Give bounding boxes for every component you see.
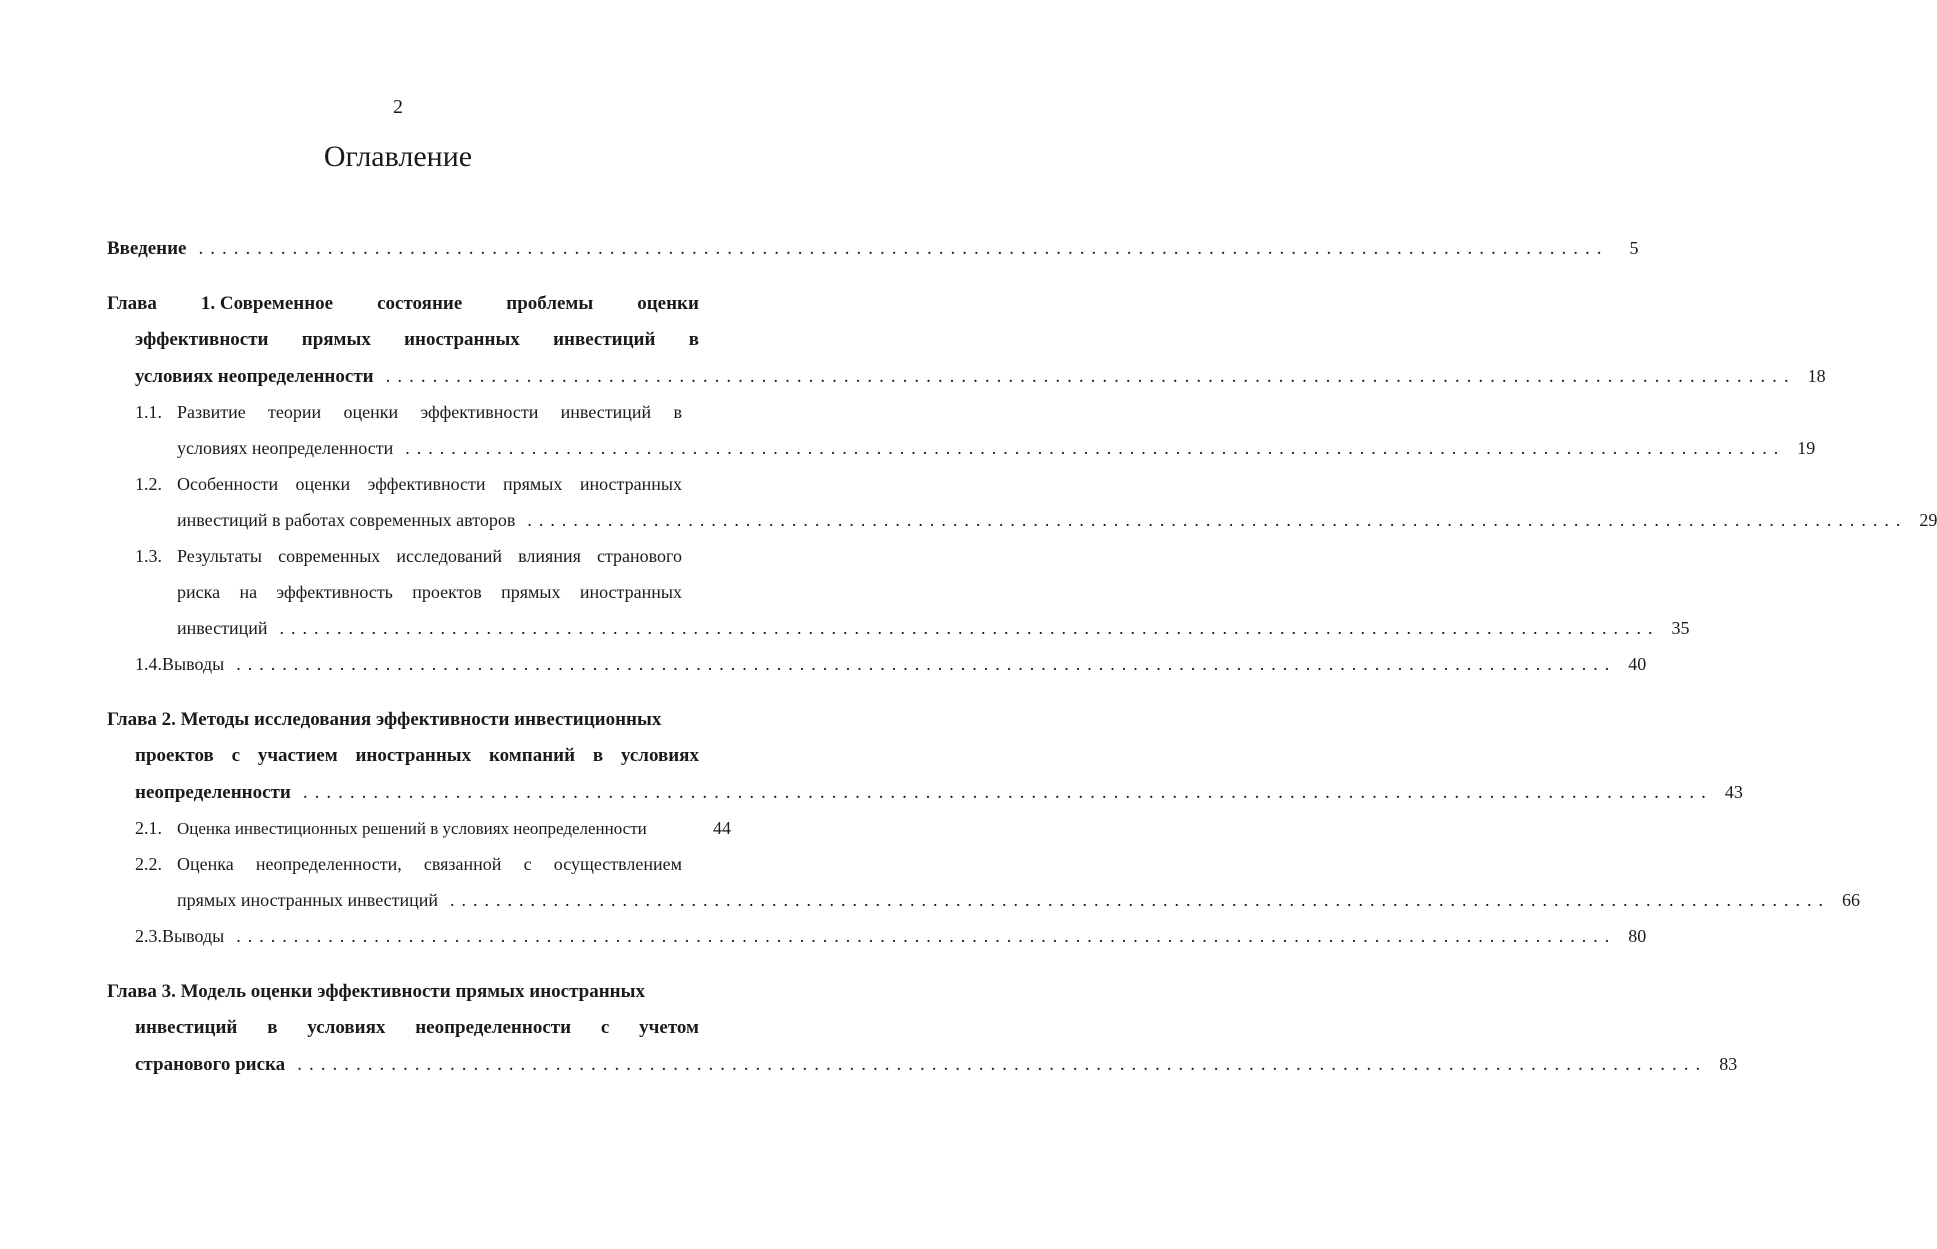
- word: в: [267, 1017, 278, 1038]
- entry-label: Выводы: [162, 926, 225, 946]
- entry-page: 40: [1628, 654, 1647, 674]
- toc-entry-1-2-line-1[interactable]: [135, 469, 682, 499]
- word: компаний: [488, 745, 576, 766]
- entry-label: Введение: [107, 238, 187, 259]
- entry-page: 29: [1919, 510, 1937, 530]
- word: современных: [278, 546, 381, 566]
- toc-entry-chapter-3-line-2[interactable]: [135, 1013, 699, 1043]
- toc-entry-1-3-line-2[interactable]: [177, 577, 682, 607]
- toc-entry-2-1[interactable]: [135, 813, 731, 843]
- word: с: [523, 854, 532, 874]
- entry-page: 44: [713, 818, 731, 838]
- word: Развитие: [177, 402, 246, 422]
- toc-entry-1-3-line-1[interactable]: [135, 541, 682, 571]
- entry-label: условиях неопределенности: [177, 438, 394, 458]
- dot-leader: ........................................................................................................................: [527, 510, 1908, 530]
- word: связанной: [423, 854, 502, 874]
- entry-page: 43: [1724, 782, 1743, 802]
- word: оценки: [343, 402, 399, 422]
- dot-leader: ........................................................................................................................: [385, 366, 1796, 387]
- word: проектов: [412, 582, 482, 602]
- entry-label: Оценка инвестиционных решений в условиях неопределенности: [177, 819, 647, 838]
- dot-leader: ........................................................................................................................: [198, 238, 1609, 259]
- word: условиях: [620, 745, 699, 766]
- word: участием: [257, 745, 338, 766]
- word: состояние: [377, 293, 463, 314]
- toc-entry-1-2-line-2[interactable]: [177, 505, 1937, 535]
- section-number: 1.3.: [135, 546, 162, 566]
- word: прямых: [301, 329, 371, 350]
- entry-label: странового риска: [135, 1054, 286, 1075]
- entry-label: Глава 2. Методы исследования эффективности инвестиционных: [107, 709, 662, 730]
- entry-page: 19: [1797, 438, 1816, 458]
- section-number: 1.4.: [135, 654, 162, 674]
- word: оценки: [295, 474, 351, 494]
- toc-entry-2-3[interactable]: [135, 921, 1647, 951]
- toc-entry-1-1-line-1[interactable]: [135, 397, 682, 427]
- toc-entry-chapter-2-line-3[interactable]: [135, 777, 1743, 807]
- section-number: 1.2.: [135, 474, 162, 494]
- toc-entry-2-2-line-2[interactable]: [177, 885, 1861, 915]
- word: с: [231, 745, 241, 766]
- word: эффективности: [367, 474, 486, 494]
- word: инвестиций: [553, 329, 656, 350]
- entry-label: Выводы: [162, 654, 225, 674]
- word: эффективности: [420, 402, 539, 422]
- dot-leader: ........................................................................................................................: [236, 654, 1617, 674]
- entry-label: неопределенности: [135, 782, 291, 803]
- word: условиях: [307, 1017, 386, 1038]
- word: иностранных: [355, 745, 472, 766]
- section-number: 1.1.: [135, 402, 162, 422]
- toc-title: Оглавление: [323, 140, 473, 173]
- word: в: [592, 745, 604, 766]
- word: влияния: [518, 546, 581, 566]
- word: на: [239, 582, 258, 602]
- entry-label: условиях неопределенности: [135, 366, 374, 387]
- word: эффективность: [276, 582, 393, 602]
- word: прямых: [501, 582, 561, 602]
- entry-label: Глава 3. Модель оценки эффективности прямых иностранных: [107, 981, 645, 1002]
- word: проектов: [135, 745, 214, 766]
- entry-page: 83: [1719, 1054, 1738, 1074]
- word: инвестиций: [560, 402, 652, 422]
- dot-leader: ........................................................................................................................: [302, 782, 1713, 803]
- dot-leader: ........................................................................................................................: [279, 618, 1660, 638]
- word: прямых: [502, 474, 563, 494]
- word: Оценка: [177, 854, 234, 874]
- word: теории: [268, 402, 322, 422]
- word: странового: [596, 546, 682, 566]
- section-number: 2.1.: [135, 818, 162, 838]
- toc-entry-chapter-1-line-3[interactable]: [135, 361, 1826, 391]
- word: в: [673, 402, 682, 422]
- word: Особенности: [177, 474, 279, 494]
- entry-label: инвестиций: [177, 618, 268, 638]
- page-number: 2: [393, 96, 403, 118]
- toc-entry-intro[interactable]: [107, 233, 1639, 263]
- word: осуществлением: [553, 854, 682, 874]
- toc-entry-chapter-3-line-3[interactable]: [135, 1049, 1738, 1079]
- word: 1. Современное: [200, 293, 334, 314]
- word: иностранных: [579, 474, 682, 494]
- word: в: [688, 329, 699, 350]
- toc-entry-chapter-3-line-1[interactable]: [107, 977, 707, 1007]
- toc-entry-chapter-2-line-1[interactable]: [107, 705, 722, 735]
- word: Глава: [107, 293, 157, 314]
- section-number: 2.2.: [135, 854, 162, 874]
- dot-leader: ........................................................................................................................: [236, 926, 1617, 946]
- word: исследований: [396, 546, 503, 566]
- dot-leader: ........................................................................................................................: [405, 438, 1786, 458]
- word: риска: [177, 582, 221, 602]
- toc-entry-1-1-line-2[interactable]: [177, 433, 1816, 463]
- word: иностранных: [579, 582, 682, 602]
- entry-page: 5: [1629, 238, 1639, 258]
- word: оценки: [637, 293, 699, 314]
- entry-page: 35: [1671, 618, 1690, 638]
- toc-entry-1-3-line-3[interactable]: [177, 613, 1690, 643]
- word: эффективности: [135, 329, 269, 350]
- word: проблемы: [506, 293, 594, 314]
- toc-entry-1-4[interactable]: [135, 649, 1647, 679]
- dot-leader: ........................................................................................................................: [450, 890, 1831, 910]
- entry-page: 66: [1842, 890, 1861, 910]
- toc-entry-chapter-1-line-1[interactable]: [107, 289, 699, 319]
- word: иностранных: [404, 329, 520, 350]
- toc-entry-chapter-2-line-2[interactable]: [135, 741, 699, 771]
- word: инвестиций: [135, 1017, 238, 1038]
- word: учетом: [639, 1017, 699, 1038]
- dot-leader: ........................................................................................................................: [297, 1054, 1708, 1075]
- word: Результаты: [177, 546, 262, 566]
- word: с: [600, 1017, 610, 1038]
- toc-entry-chapter-1-line-2[interactable]: [135, 325, 699, 355]
- entry-label: инвестиций в работах современных авторов: [177, 510, 516, 530]
- entry-page: 18: [1807, 366, 1826, 386]
- toc-entry-2-2-line-1[interactable]: [135, 849, 682, 879]
- section-number: 2.3.: [135, 926, 162, 946]
- word: неопределенности,: [255, 854, 402, 874]
- entry-label: прямых иностранных инвестиций: [177, 890, 439, 910]
- entry-page: 80: [1628, 926, 1647, 946]
- word: неопределенности: [415, 1017, 572, 1038]
